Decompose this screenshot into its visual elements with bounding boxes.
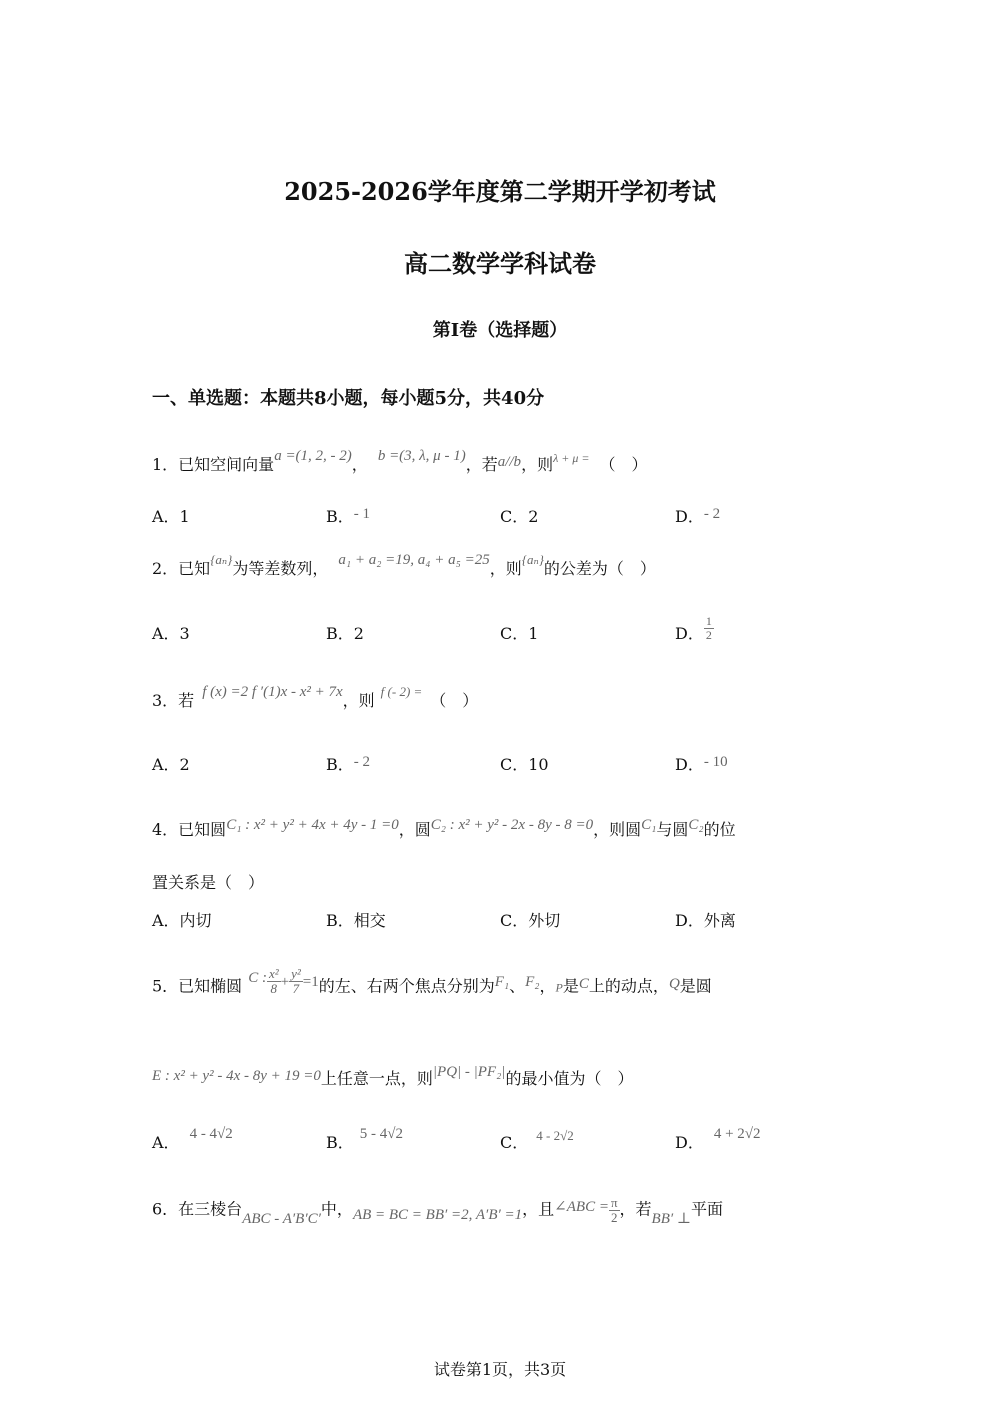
q6-text: ，且	[522, 1199, 555, 1219]
q4-circle-1: C₁ : x² + y² + 4x + 4y - 1 =0	[226, 817, 399, 833]
q4-option-b: B．相交	[326, 911, 386, 930]
q3-option-a: A．2	[152, 755, 190, 774]
q4-text: 与圆	[656, 820, 689, 839]
exam-subtitle: 高二数学学科试卷	[404, 249, 596, 278]
q6-text: 平面	[691, 1199, 724, 1219]
q3-value: f (- 2) =	[380, 684, 423, 699]
q4-option-c: C．外切	[500, 911, 561, 930]
q5-ellipse-frac-y: $\frac{\text{y²}}{7}$	[291, 966, 301, 996]
q1-vector-b: b =(3, λ, μ - 1)	[377, 448, 466, 464]
q2-condition: a₁ + a₂ =19, a₄ + a₅ =25	[338, 552, 490, 568]
q5-equals: =1	[302, 973, 319, 990]
q2-sequence: {aₙ}	[210, 552, 233, 567]
question-5-line2	[152, 1066, 633, 1089]
q6-perp: BB′ ⊥	[651, 1210, 692, 1227]
q2-text: ，则	[489, 559, 522, 578]
q5-text: ，	[539, 976, 556, 996]
section-heading: 一、单选题：本题共8小题，每小题5分，共40分	[152, 388, 545, 409]
q5-c: C	[578, 975, 589, 992]
q2-option-b: B．2	[326, 624, 364, 643]
q2-option-c: C．1	[500, 624, 539, 643]
q4-text: 4．已知圆	[152, 820, 227, 839]
q6-text: ，若	[619, 1199, 652, 1219]
q4-circle-2: C₂ : x² + y² - 2x - 8y - 8 =0	[430, 817, 594, 833]
q6-lengths: AB = BC = BB′ =2, A′B′ =1	[352, 1206, 523, 1223]
q5-text: 上的动点，	[588, 976, 669, 996]
q5-ellipse-label: C :	[248, 969, 267, 986]
q5-text: 是圆	[679, 976, 712, 996]
q5-text: 上任意一点，则	[320, 1069, 433, 1088]
q5-expression: |PQ| - |PF₂|	[432, 1064, 506, 1080]
q5-text: 、	[509, 976, 526, 996]
q6-angle-frac: $\frac{\pi}{2}$	[610, 1195, 618, 1225]
q3-function: f (x) =2 f ′(1)x - x² + 7x	[202, 684, 343, 700]
q2-option-a: A．3	[152, 624, 190, 643]
q4-c2: C₂	[688, 817, 704, 833]
q5-option-a: A． 4 - 4√2	[152, 1126, 233, 1152]
q2-text: 2．已知	[152, 559, 211, 578]
q1-answer-blank: （ ）	[599, 455, 648, 474]
q5-text: 的最小值为（ ）	[505, 1069, 634, 1088]
volume-heading: 第I卷（选择题）	[432, 320, 568, 341]
question-3	[152, 684, 479, 711]
q3-option-d: D．- 10	[675, 754, 728, 774]
q3-answer-blank: （ ）	[430, 691, 479, 710]
q1-text: ，	[351, 455, 368, 474]
q6-frustum: ABC - A′B′C′	[242, 1210, 321, 1227]
q4-c1: C₁	[641, 817, 657, 833]
q5-point-p: P	[555, 980, 563, 995]
q1-text: ，则	[521, 455, 554, 474]
q3-text: 3．若	[152, 691, 195, 710]
q6-angle: ∠ABC =	[554, 1198, 609, 1215]
question-4	[152, 817, 736, 840]
page-footer: 试卷第1页，共3页	[433, 1360, 567, 1379]
q1-option-b: B．- 1	[326, 506, 371, 526]
q1-option-c: C．2	[500, 507, 539, 526]
q1-option-a: A．1	[152, 507, 190, 526]
q6-text: 中，	[320, 1199, 353, 1219]
q5-text: 是	[562, 976, 579, 996]
q2-option-d: D． $\frac{1}{2}$	[675, 614, 712, 643]
q5-text: 的左、右两个焦点分别为	[318, 976, 495, 996]
q6-text: 6．在三棱台	[152, 1199, 243, 1219]
q3-option-b: B．- 2	[326, 754, 371, 774]
q3-text: ，则	[342, 691, 375, 710]
q4-text: ，圆	[398, 820, 431, 839]
q5-ellipse-frac-x: $\frac{\text{x²}}{8}$	[268, 966, 279, 996]
q1-sum: λ + μ =	[553, 451, 590, 465]
q1-vector-a: a =(1, 2, - 2)	[274, 448, 352, 464]
q1-parallel: a//b	[497, 454, 522, 470]
q5-circle-e: E : x² + y² - 4x - 8y + 19 =0	[152, 1068, 321, 1084]
q5-option-c: C． $^{4 - 2√2}$	[500, 1128, 574, 1152]
q1-text: ，若	[465, 455, 498, 474]
q4-option-d: D．外离	[675, 911, 736, 930]
q5-focus-2: F₂	[525, 973, 540, 990]
q2-sequence: {aₙ}	[521, 552, 544, 567]
question-1	[152, 448, 648, 475]
q2-text: 为等差数列，	[232, 559, 329, 578]
q5-option-b: B． 5 - 4√2	[326, 1126, 403, 1152]
q1-option-d: D．- 2	[675, 506, 721, 526]
question-2	[152, 552, 656, 579]
q5-focus-1: F₁	[494, 973, 510, 990]
question-6	[152, 1195, 724, 1227]
q4-text: 的位	[703, 820, 736, 839]
q4-text: ，则圆	[593, 820, 642, 839]
q2-text: 的公差为（ ）	[543, 559, 656, 578]
q4-option-a: A．内切	[152, 911, 212, 930]
q5-option-d: D． 4 + 2√2	[675, 1126, 761, 1152]
q3-option-c: C．10	[500, 755, 549, 774]
q5-plus: +	[280, 973, 290, 990]
q1-text: 1．已知空间向量	[152, 455, 275, 474]
q4-text-line2: 置关系是（ ）	[152, 873, 265, 892]
exam-title: 2025-2026学年度第二学期开学初考试	[284, 177, 716, 206]
q5-point-q: Q	[668, 975, 680, 992]
question-5	[152, 966, 712, 1001]
q5-text: 5．已知椭圆	[152, 976, 243, 996]
